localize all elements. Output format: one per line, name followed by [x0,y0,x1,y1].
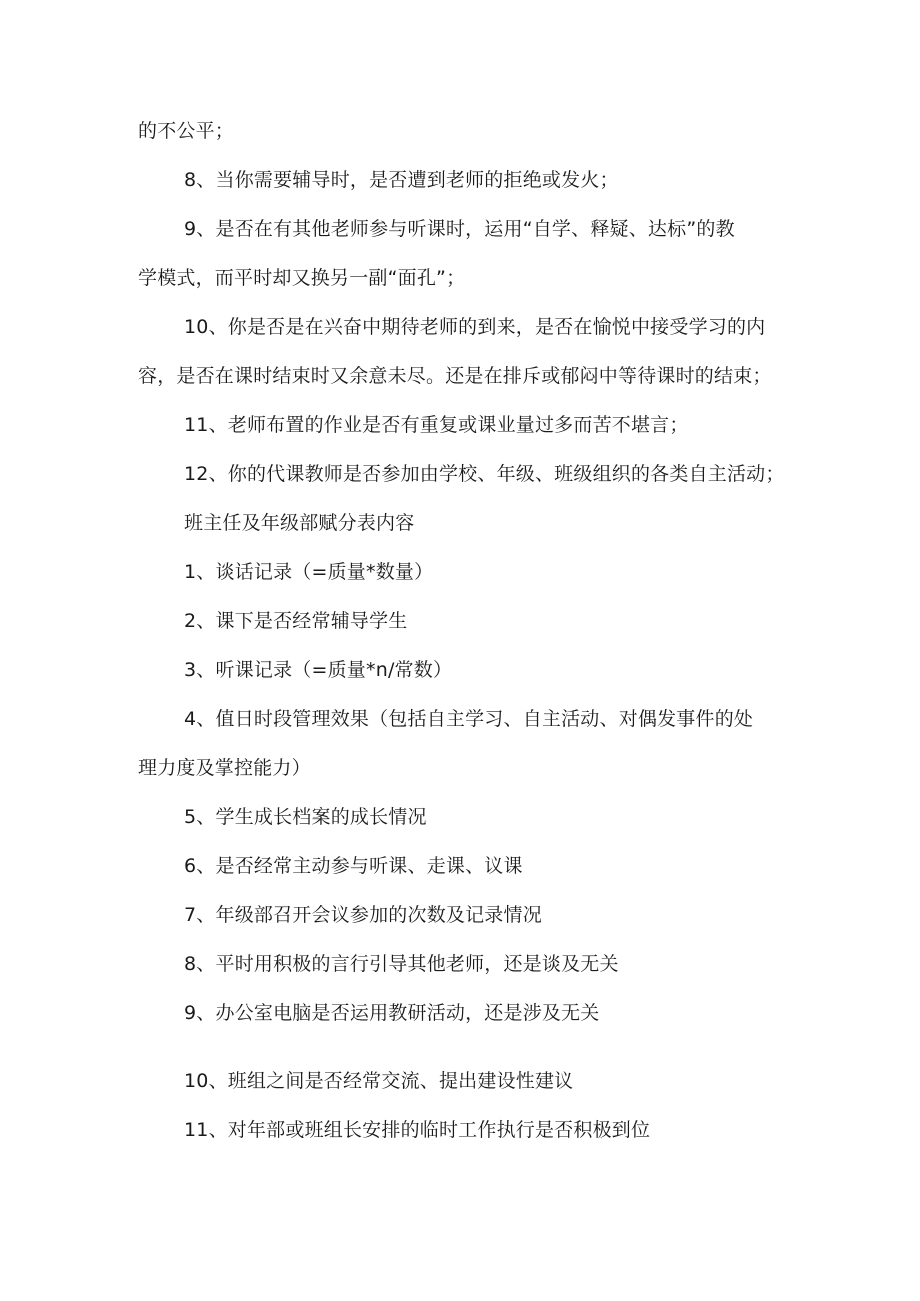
text-line: 学模式，而平时却又换另一副“面孔”； [138,267,466,289]
text-line: 容，是否在课时结束时又余意未尽。还是在排斥或郁闷中等待课时的结束； [138,365,772,387]
text-line: 4、值日时段管理效果（包括自主学习、自主活动、对偶发事件的处 [184,708,754,730]
text-line: 7、年级部召开会议参加的次数及记录情况 [184,904,542,926]
text-line: 11、对年部或班组长安排的临时工作执行是否积极到位 [184,1119,651,1141]
text-line: 8、当你需要辅导时，是否遭到老师的拒绝或发火； [184,169,619,191]
text-line: 10、你是否是在兴奋中期待老师的到来，是否在愉悦中接受学习的内 [184,316,766,338]
text-line: 的不公平； [138,120,235,142]
section-heading: 班主任及年级部赋分表内容 [184,512,415,534]
text-line: 9、办公室电脑是否运用教研活动，还是涉及无关 [184,1002,600,1024]
text-line: 3、听课记录（=质量*n/常数） [184,659,453,681]
text-line: 9、是否在有其他老师参与听课时，运用“自学、释疑、达标”的教 [184,218,735,240]
text-line: 5、学生成长档案的成长情况 [184,806,427,828]
text-line: 1、谈话记录（=质量*数量） [184,561,434,583]
text-line: 12、你的代课教师是否参加由学校、年级、班级组织的各类自主活动； [184,463,785,485]
text-line: 2、课下是否经常辅导学生 [184,610,408,632]
text-line: 理力度及掌控能力） [138,757,311,779]
text-line: 11、老师布置的作业是否有重复或课业量过多而苦不堪言； [184,414,689,436]
text-line: 10、班组之间是否经常交流、提出建设性建议 [184,1070,574,1092]
text-line: 6、是否经常主动参与听课、走课、议课 [184,855,523,877]
text-line: 8、平时用积极的言行引导其他老师，还是谈及无关 [184,953,619,975]
